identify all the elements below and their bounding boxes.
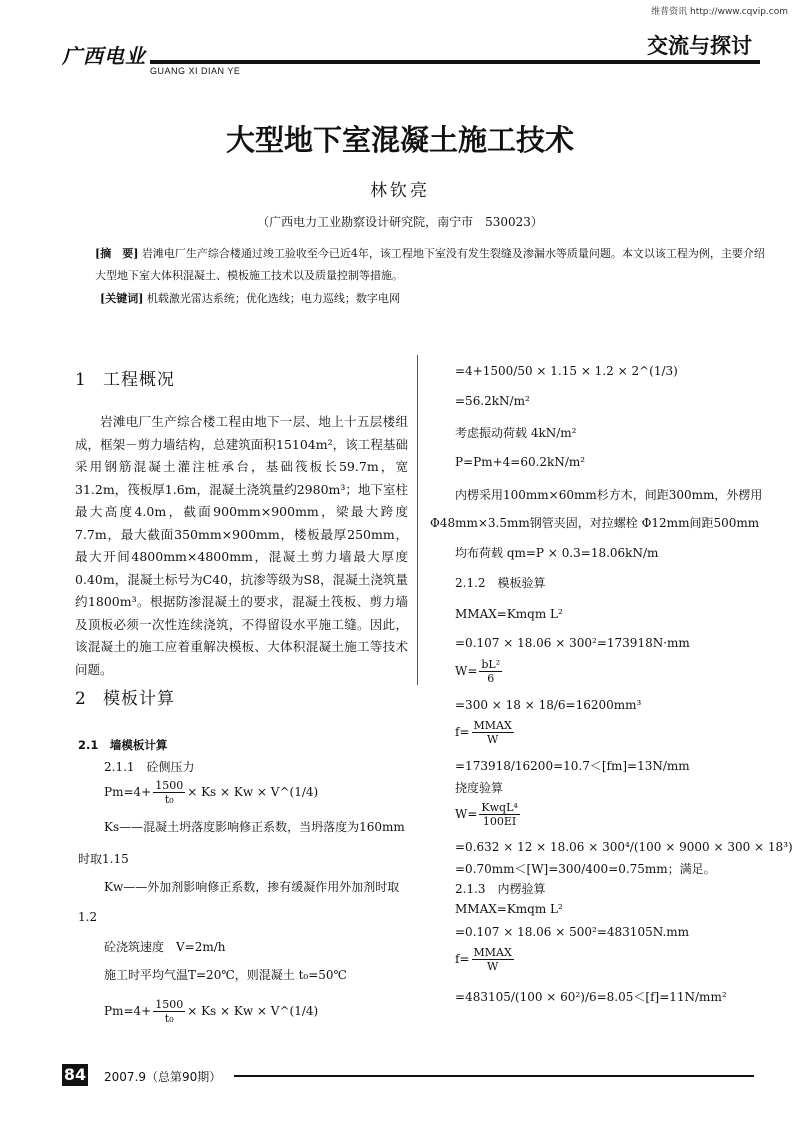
article-author: 林钦亮 [370,181,430,201]
calc-line: =483105/(100 × 60²)/6=8.05＜[f]=11N/mm² [455,990,727,1004]
calc-line: 均布荷载 qm=P × 0.3=18.06kN/m [455,546,659,560]
denominator: t₀ [164,1012,174,1025]
watermark-text: 维普资讯 http://www.cqvip.com [651,7,788,17]
issue-info: 2007.9（总第90期） [104,1070,222,1084]
formula-pm [104,779,318,806]
calc-line: =0.107 × 18.06 × 300²=173918N·mm [455,636,690,650]
formula-prefix: Pm=4+ [104,1004,152,1018]
ks-definition: Ks——混凝土坍落度影响修正系数，当坍落度为160mm [104,820,405,834]
formula-w [455,658,504,685]
keywords-text: 机载激光雷达系统；优化选线；电力巡线；数字电网 [146,292,400,305]
section-number: 1 [75,370,87,390]
keywords [100,289,770,309]
denominator: W [487,733,499,746]
section-tag: 交流与探讨 [647,34,752,58]
keywords-label: [关键词] [100,292,144,305]
calc-line: =173918/16200=10.7＜[fm]=13N/mm [455,759,690,773]
numerator: bL² [481,658,501,671]
journal-pinyin: GUANG XI DIAN YE [150,66,241,76]
formula-pm-2 [104,998,318,1025]
fraction [153,779,185,806]
fraction [472,946,514,973]
calc-line: =56.2kN/m² [455,394,530,408]
section-1-paragraph: 岩滩电厂生产综合楼工程由地下一层、地上十五层楼组成，框架－剪力墙结构，总建筑面积15104m²，该工程基础采用钢筋混凝土灌注桩承台，基础筏板长59.7m，宽31.2m，筏板厚1.6m，混凝土浇筑量约2980m³；地下室柱最大高度4.0m，截面900mm×900mm，梁最大跨度7.7m，最大截面350mm×900mm，楼板最厚250mm，最大开间4800mm×4800mm，混凝土剪力墙最大厚度0.40m，混凝土标号为C40，抗渗等级为S8，混凝土浇筑量约1800m³。根据防渗混凝土的要求，混凝土筏板、剪力墙及顶板必须一次性连续浇筑，不得留设水平施工缝。因此，该混凝土的施工应着重解决模板、大体积混凝土施工等技术问题。 [75,414,408,677]
fraction [472,719,514,746]
calc-line: =300 × 18 × 18/6=16200mm³ [455,698,642,712]
numerator: 1500 [155,779,184,792]
formula-suffix: × Ks × Kw × V^(1/4) [187,1004,319,1018]
kw-definition: Kw——外加剂影响修正系数，掺有缓凝作用外加剂时取 [104,880,400,894]
numerator: MMAX [473,946,512,959]
deflection-heading: 挠度验算 [455,781,504,795]
column-rule [417,355,418,685]
formula-prefix: Pm=4+ [104,785,152,799]
subsection-2-1-3: 2.1.3 内楞验算 [455,882,546,896]
calc-line: =0.70mm＜[W]=300/400=0.75mm；满足。 [455,862,716,876]
calc-line: 内楞采用100mm×60mm杉方木，间距300mm，外楞用 [455,488,763,502]
calc-line: MMAX=Kmqm L² [455,902,563,916]
calc-line: =0.107 × 18.06 × 500²=483105N.mm [455,925,690,939]
footer-rule [234,1075,754,1077]
pour-speed: 砼浇筑速度 V=2m/h [104,940,226,954]
formula-f [455,719,516,746]
kw-definition-cont: 1.2 [78,910,98,924]
journal-logo: 广西电业 [62,44,146,68]
denominator: 6 [487,672,495,685]
fraction [479,801,519,828]
header-rule [150,60,760,64]
calc-line: Φ48mm×3.5mm钢管夹固，对拉螺栓 Φ12mm间距500mm [430,516,760,530]
denominator: 100EI [482,815,517,828]
subsection-2-1: 2.1 墙模板计算 [78,738,168,752]
section-1-heading [75,365,175,390]
numerator: KwqL⁴ [481,801,518,814]
numerator: 1500 [155,998,184,1011]
abstract [95,243,765,287]
abstract-label: [摘 要] [95,247,139,260]
formula-w2 [455,801,522,828]
section-2-heading [75,684,175,709]
subsection-2-1-1: 2.1.1 砼侧压力 [104,760,195,774]
formula-f2 [455,946,516,973]
article-affiliation: （广西电力工业勘察设计研究院，南宁市 530023） [257,215,543,229]
calc-line: =4+1500/50 × 1.15 × 1.2 × 2^(1/3) [455,364,678,378]
calc-line: 考虑振动荷载 4kN/m² [455,426,577,440]
avg-temperature: 施工时平均气温T=20℃，则混凝土 t₀=50℃ [104,968,347,982]
section-title: 模板计算 [103,689,175,709]
denominator: W [487,960,499,973]
article-title: 大型地下室混凝土施工技术 [225,123,574,157]
calc-line: MMAX=Kmqm L² [455,607,563,621]
section-title: 工程概况 [103,370,175,390]
formula-prefix: W= [455,807,478,821]
ks-definition-cont: 时取1.15 [78,852,129,866]
abstract-text: 岩滩电厂生产综合楼通过竣工验收至今已近4年，该工程地下室没有发生裂缝及渗漏水等质量问题。本文以该工程为例，主要介绍大型地下室大体积混凝土、模板施工技术以及质量控制等措施。 [95,247,765,282]
calc-line: P=Pm+4=60.2kN/m² [455,455,586,469]
formula-suffix: × Ks × Kw × V^(1/4) [187,785,319,799]
formula-prefix: f= [455,952,470,966]
calc-line: =0.632 × 12 × 18.06 × 300⁴/(100 × 9000 × 300 × 18³) [455,840,793,854]
formula-prefix: f= [455,725,470,739]
fraction [479,658,502,685]
section-number: 2 [75,689,87,709]
numerator: MMAX [473,719,512,732]
formula-prefix: W= [455,664,478,678]
denominator: t₀ [164,793,174,806]
page-number: 84 [63,1065,87,1084]
fraction [153,998,185,1025]
subsection-2-1-2: 2.1.2 模板验算 [455,576,546,590]
